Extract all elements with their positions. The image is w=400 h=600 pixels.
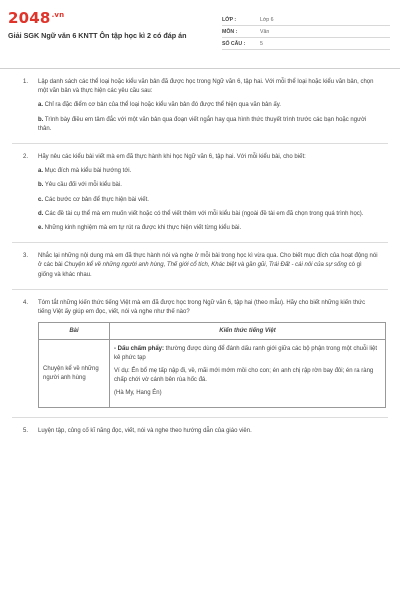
question-number: 1.	[23, 79, 29, 85]
lesson-cell: Chuyện kể về những người anh hùng	[39, 340, 110, 408]
text-part: Nhắc lại những nội dung mà em đã thực hành nói và nghe ở mỗi bài trong học kì vừa qua. Cho biết mục đích của hoạt động nói ở các bài	[38, 253, 378, 269]
meta-row-count	[222, 38, 390, 50]
sub-label: c.	[38, 196, 44, 203]
sub-text: Chỉ ra đặc điểm cơ bản của thể loại hoặc kiểu văn bản đó được thể hiện qua văn bản ấy.	[43, 102, 281, 109]
example-source: (Hà My, Hang Én)	[114, 390, 162, 397]
meta-row-subject	[222, 26, 390, 38]
question-text: Hãy nêu các kiểu bài viết mà em đã thực hành khi học Ngữ văn 6, tập hai. Với mỗi kiểu bài, cho biết:	[38, 154, 306, 161]
question-text	[38, 252, 378, 280]
sub-label: b.	[38, 182, 44, 189]
question-3	[0, 252, 400, 280]
meta-value: Lớp 6	[260, 16, 274, 23]
question-5	[0, 427, 400, 436]
knowledge-item	[114, 345, 381, 363]
question-number: 3.	[23, 253, 29, 260]
sub-label: b.	[38, 116, 44, 123]
knowledge-table	[38, 322, 386, 408]
knowledge-label: - Dấu chấm phẩy:	[114, 346, 165, 353]
meta-label: MÔN :	[222, 28, 238, 35]
sub-label: d.	[38, 210, 44, 217]
sub-label: e.	[38, 225, 44, 232]
question-number: 2.	[23, 154, 29, 161]
question-text: Lập danh sách các thể loại hoặc kiểu văn bản đã được học trong Ngữ văn 6, tập hai. Với mỗi thể loại hoặc kiểu văn bản, chọn một văn bản và thực hiện các yêu cầu sau:	[38, 79, 374, 95]
sub-text: Mục đích mà kiểu bài hướng tới.	[43, 168, 132, 175]
sub-item	[38, 116, 378, 134]
question-text: Luyện tập, củng cố kĩ năng đọc, viết, nói và nghe theo hướng dẫn của giáo viên.	[38, 428, 252, 435]
knowledge-text: thường được dùng để đánh dấu ranh giới giữa các bộ phận trong một chuỗi liệt kê phức tạp	[114, 346, 378, 362]
sub-text: Các bước cơ bản để thực hiện bài viết.	[43, 196, 149, 203]
question-number: 4.	[23, 299, 29, 306]
separator	[12, 242, 388, 243]
text-part: có gì giống và khác nhau.	[38, 262, 362, 278]
page-title: Giải SGK Ngữ văn 6 KNTT Ôn tập học kì 2 có đáp án	[8, 31, 187, 40]
question-1	[0, 78, 400, 134]
question-text: Tóm tắt những kiến thức tiếng Việt mà em đã được học trong Ngữ văn 6, tập hai (theo mẫu). Hãy cho biết những kiến thức tiếng Việt ấy giúp em đọc, viết, nói và nghe như thế nào?	[38, 299, 366, 316]
question-4	[0, 299, 400, 408]
header-divider	[0, 68, 400, 69]
meta-table	[222, 14, 390, 50]
sub-label: a.	[38, 102, 44, 109]
question-2	[0, 153, 400, 233]
sub-text: Những kinh nghiệm mà em tự rút ra được khi thực hiện viết từng kiểu bài.	[43, 225, 242, 232]
meta-value: 5	[260, 40, 263, 47]
sub-text: Trình bày điều em tâm đắc với một văn bản qua đoạn viết ngắn hay qua hình thức thuyết trình trước các bạn hoặc người thân.	[38, 116, 367, 132]
sub-item	[38, 196, 378, 205]
questions	[0, 78, 400, 441]
sub-item	[38, 181, 378, 190]
header	[0, 0, 400, 62]
table-header-row	[39, 323, 386, 340]
sub-text: Yêu cầu đối với mỗi kiểu bài.	[43, 182, 122, 189]
separator	[12, 417, 388, 418]
meta-row-grade	[222, 14, 390, 26]
meta-label: LỚP :	[222, 16, 237, 23]
column-header-lesson: Bài	[39, 323, 110, 340]
meta-label: SỐ CÂU :	[222, 40, 246, 47]
question-number: 5.	[23, 428, 29, 435]
sub-text: Các đề tài cụ thể mà em muốn viết hoặc có thể viết thêm với mỗi kiểu bài (ngoài đề tài em đã chọn trong quá trình học).	[43, 210, 364, 217]
site-logo[interactable]	[8, 9, 64, 27]
knowledge-cell	[110, 340, 386, 408]
sub-item	[38, 101, 378, 110]
column-header-knowledge: Kiến thức tiếng Việt	[110, 323, 386, 340]
separator	[12, 289, 388, 290]
logo-suffix: .vn	[51, 11, 65, 19]
sub-item	[38, 210, 378, 219]
sub-item	[38, 224, 378, 233]
lesson-titles: Chuyện kể về những người anh hùng, Thế giới cổ tích, Khác biệt và gần gũi, Trái Đất - cái nôi của sự sống	[64, 262, 347, 269]
logo-text: 2048	[8, 9, 51, 27]
table-row	[39, 340, 386, 408]
sub-item	[38, 167, 378, 176]
meta-value: Văn	[260, 28, 270, 35]
sub-label: a.	[38, 168, 44, 175]
separator	[12, 143, 388, 144]
example-text: Ví dụ: Ến bổ mẹ tấp nập đi, về, mãi mới mớm mồi cho con; én anh chị rập rờn bay đôi; én ra ràng chấp chới vờ cánh bên rùa hốc đá.	[114, 368, 374, 384]
